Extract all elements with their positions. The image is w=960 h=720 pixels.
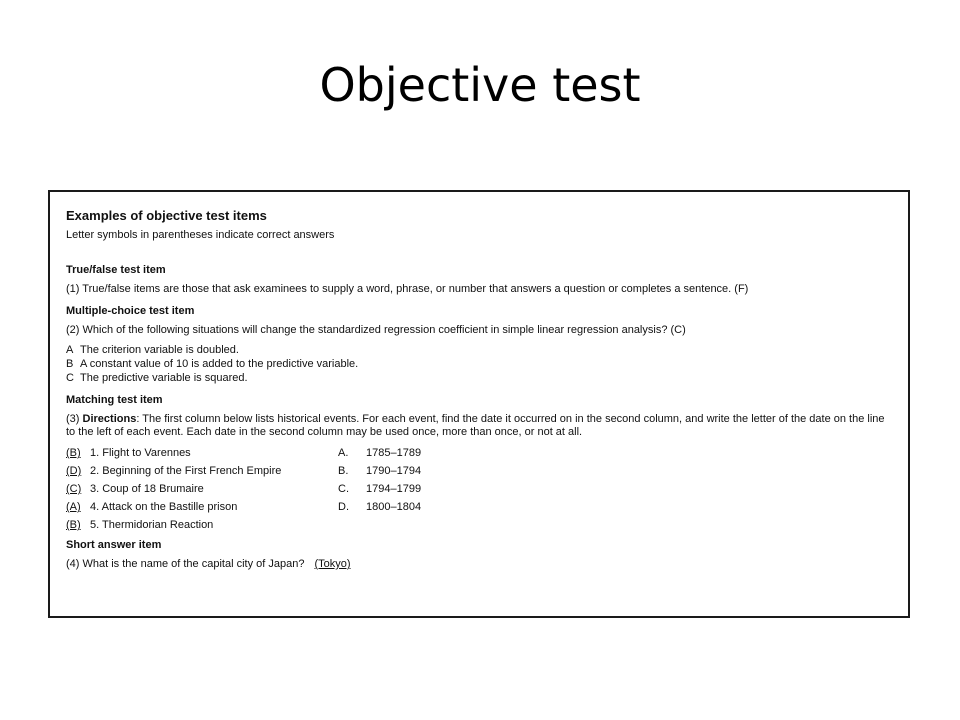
match-answer: (A) — [66, 501, 81, 513]
date-letter: D. — [338, 501, 349, 513]
table-row — [66, 501, 421, 519]
date-letter: A. — [338, 447, 349, 459]
match-event: 5. Thermidorian Reaction — [90, 519, 214, 531]
directions-text: : The first column below lists historical events. For each event, find the date it occurred on in the second column, and write the letter of the date on the line to the left of each event. Each date in the second column may be used once, more than once, or not at all. — [66, 413, 885, 438]
match-event: 3. Coup of 18 Brumaire — [90, 483, 204, 495]
option-item — [66, 358, 894, 371]
short-answer-item — [66, 558, 894, 571]
matching-heading: Matching test item — [66, 394, 163, 406]
option-text: A constant value of 10 is added to the predictive variable. — [80, 358, 359, 370]
option-text: The criterion variable is doubled. — [80, 344, 239, 356]
match-answer: (B) — [66, 519, 81, 531]
option-letter: B — [66, 358, 74, 370]
multiple-choice-options — [66, 344, 894, 385]
table-row — [66, 447, 421, 465]
objective-test-figure — [48, 190, 910, 618]
match-date: 1785–1789 — [366, 447, 422, 459]
table-row — [66, 483, 421, 501]
option-item — [66, 344, 894, 357]
date-letter: B. — [338, 465, 349, 477]
match-date: 1790–1794 — [366, 465, 422, 477]
match-answer: (D) — [66, 465, 82, 477]
match-event: 4. Attack on the Bastille prison — [90, 501, 238, 513]
figure-subtitle: Letter symbols in parentheses indicate correct answers — [66, 229, 335, 241]
short-answer-question: (4) What is the name of the capital city of Japan? — [66, 558, 305, 570]
table-row — [66, 519, 421, 537]
slide-title: Objective test — [319, 58, 641, 112]
match-date: 1800–1804 — [366, 501, 422, 513]
match-event: 1. Flight to Varennes — [90, 447, 191, 459]
date-letter: C. — [338, 483, 349, 495]
multiple-choice-heading: Multiple-choice test item — [66, 305, 195, 317]
match-answer: (B) — [66, 447, 81, 459]
match-answer: (C) — [66, 483, 82, 495]
table-row — [66, 465, 421, 483]
option-letter: C — [66, 372, 74, 384]
true-false-heading: True/false test item — [66, 264, 166, 276]
short-answer-heading: Short answer item — [66, 539, 162, 551]
option-letter: A — [66, 344, 74, 356]
option-item — [66, 372, 894, 385]
match-date: 1794–1799 — [366, 483, 422, 495]
figure-title: Examples of objective test items — [66, 208, 267, 223]
short-answer-answer: (Tokyo) — [314, 558, 351, 570]
true-false-item: (1) True/false items are those that ask examinees to supply a word, phrase, or number that answers a question or completes a sentence. (F) — [66, 283, 749, 295]
match-event: 2. Beginning of the First French Empire — [90, 465, 282, 477]
multiple-choice-question: (2) Which of the following situations will change the standardized regression coefficient in simple linear regression analysis? (C) — [66, 324, 686, 336]
matching-number: (3) — [66, 413, 80, 425]
directions-label: Directions — [82, 413, 137, 425]
option-text: The predictive variable is squared. — [80, 372, 248, 384]
matching-directions — [66, 413, 894, 439]
matching-table — [66, 447, 421, 537]
